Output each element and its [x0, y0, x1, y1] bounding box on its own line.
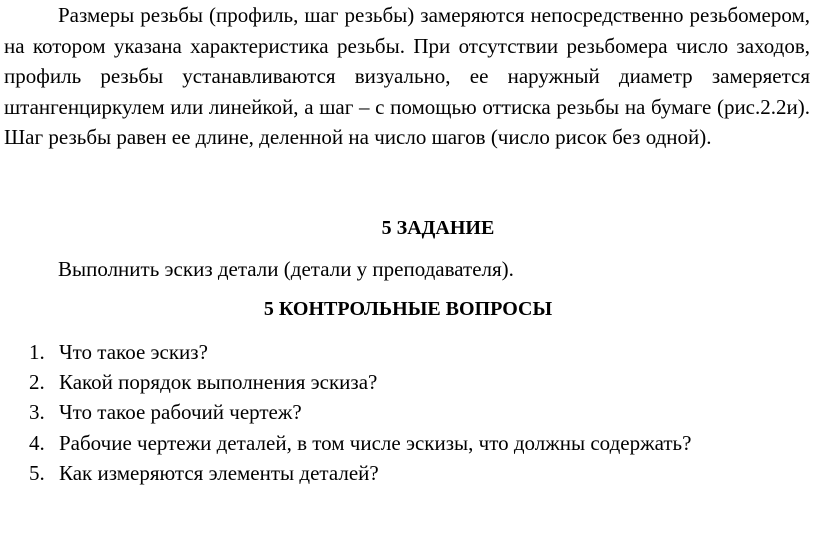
question-number: 2. [29, 370, 45, 395]
question-text: Какой порядок выполнения эскиза? [59, 370, 378, 395]
question-text: Что такое эскиз? [59, 340, 208, 364]
list-item [29, 337, 691, 367]
list-item [29, 428, 691, 458]
question-text: Что такое рабочий чертеж? [59, 400, 302, 425]
paragraph-text: Размеры резьбы (профиль, шаг резьбы) замеряются непосредственно резьбомером, на котором указана характеристика резьбы. При отсутствии резьбомера число заходов, профиль резьбы устанавливаются визуально, ее наружный диаметр замеряется штангенциркулем или линейкой, а шаг – с помощью оттиска резьбы на бумаге (рис.2.2и). Шаг резьбы равен ее длине, деленной на число шагов (число рисок без одной). [4, 3, 810, 149]
thread-measurement-paragraph [4, 0, 810, 153]
task-heading: 5 ЗАДАНИЕ [381, 217, 495, 239]
list-item [29, 397, 691, 427]
question-text: Рабочие чертежи деталей, в том числе эскизы, что должны содержать? [59, 430, 692, 455]
question-number: 1. [29, 340, 45, 364]
question-text: Как измеряются элементы деталей? [59, 460, 379, 485]
list-item [29, 367, 691, 397]
list-item [29, 458, 691, 488]
questions-list [29, 337, 691, 488]
question-number: 3. [29, 400, 45, 425]
question-number: 4. [29, 430, 45, 455]
question-number: 5. [29, 460, 45, 485]
task-text: Выполнить эскиз детали (детали у преподавателя). [58, 257, 514, 281]
questions-heading: 5 КОНТРОЛЬНЫЕ ВОПРОСЫ [263, 298, 553, 320]
